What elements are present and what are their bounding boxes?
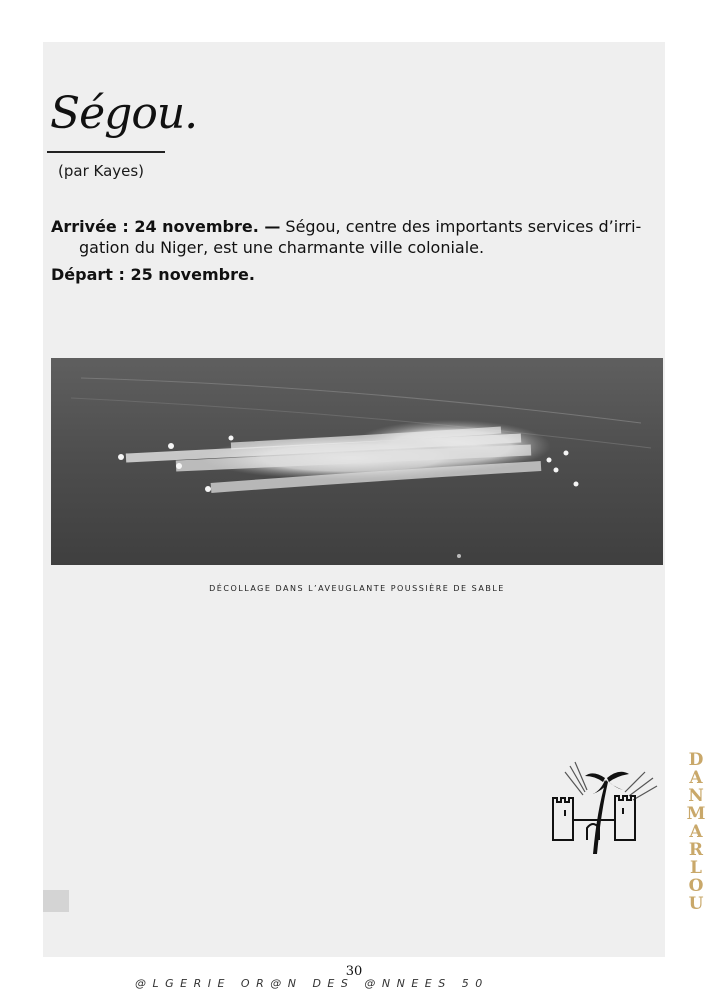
page-number: 30 (345, 964, 363, 979)
arrival-text-line2: gation du Niger, est une charmante ville coloniale. (79, 238, 485, 257)
footer-text: @LGERIE OR@N DES @NNEES 50 (135, 977, 489, 990)
side-watermark: DANMARLOU (686, 750, 706, 912)
aerial-takeoff-photo (51, 358, 663, 565)
page-subtitle: (par Kayes) (58, 162, 145, 180)
photo-caption: DÉCOLLAGE DANS L’AVEUGLANTE POUSSIÈRE DE SABLE (209, 584, 505, 593)
arrival-paragraph (51, 216, 663, 258)
departure-paragraph: Départ : 25 novembre. (51, 265, 255, 284)
palm-fort-emblem-icon (545, 760, 663, 860)
arrival-text-line1: Ségou, centre des importants services d’irri- (280, 217, 642, 236)
title-underline (47, 151, 165, 153)
page-title: Ségou. (50, 88, 198, 139)
scan-smudge (43, 890, 69, 912)
arrival-label: Arrivée : 24 novembre. — (51, 217, 281, 236)
